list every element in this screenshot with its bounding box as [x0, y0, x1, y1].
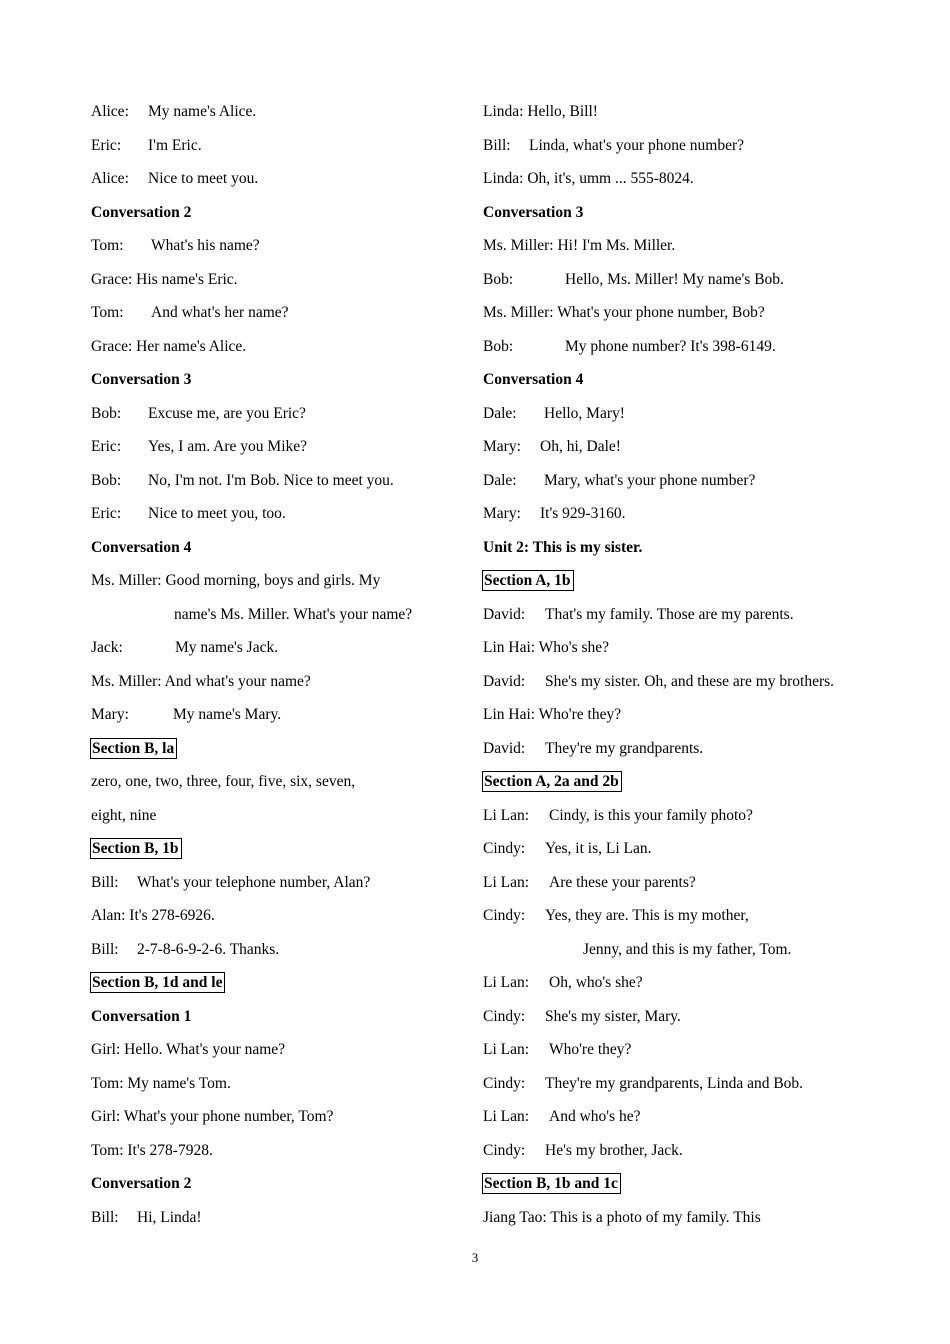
dialog-line — [483, 605, 794, 625]
dialog-line — [91, 940, 279, 960]
plain-text: Ms. Miller: Good morning, boys and girls. My — [91, 572, 381, 589]
plain-text: Ms. Miller: And what's your name? — [91, 672, 311, 690]
conversation-heading: Conversation 3 — [91, 371, 192, 388]
dialog-line — [91, 873, 370, 893]
plain-line — [483, 303, 765, 323]
speaker-label: Mary: — [91, 706, 129, 723]
conversation-heading: Conversation 2 — [91, 203, 192, 221]
plain-text: Tom: My name's Tom. — [91, 1074, 231, 1092]
plain-text: Grace: His name's Eric. — [91, 270, 238, 288]
speaker-label: Bill: — [91, 940, 119, 958]
page-number: 3 — [471, 1250, 479, 1265]
speaker-label: Bill: — [483, 136, 511, 154]
plain-line — [483, 169, 694, 189]
plain-text: Alan: It's 278-6926. — [91, 907, 215, 924]
speaker-label: Bob: — [91, 404, 122, 422]
speaker-label: Eric: — [91, 505, 122, 522]
dialog-text: It's 929-3160. — [540, 505, 626, 522]
dialog-line — [91, 705, 281, 725]
plain-text: Tom: It's 278-7928. — [91, 1141, 213, 1159]
speaker-label: Mary: — [483, 505, 521, 522]
dialog-text: They're my grandparents, Linda and Bob. — [545, 1074, 804, 1092]
section-label: Section B, 1b and 1c — [482, 1173, 621, 1194]
dialog-line — [483, 1040, 631, 1060]
conversation-heading: Conversation 4 — [483, 371, 584, 388]
speaker-label: Bill: — [91, 873, 119, 891]
heading-line — [91, 203, 191, 223]
continuation-text: name's Ms. Miller. What's your name? — [174, 605, 413, 623]
dialog-line — [483, 906, 749, 926]
dialog-line — [483, 1007, 681, 1027]
dialog-text: Nice to meet you, too. — [148, 505, 286, 522]
speaker-label: Tom: — [91, 304, 124, 321]
conversation-heading: Conversation 4 — [91, 538, 192, 556]
dialog-text: Yes, they are. This is my mother, — [545, 907, 749, 924]
section-line — [91, 739, 177, 759]
dialog-text: No, I'm not. I'm Bob. Nice to meet you. — [148, 471, 394, 489]
cont-line — [91, 605, 412, 625]
dialog-text: And what's her name? — [151, 304, 289, 321]
speaker-label: Eric: — [91, 438, 122, 455]
plain-text: Linda: Oh, it's, umm ... 555-8024. — [483, 170, 694, 187]
dialog-line — [483, 471, 755, 491]
speaker-label: David: — [483, 739, 526, 757]
speaker-label: Jack: — [91, 639, 123, 656]
plain-text: Lin Hai: Who're they? — [483, 706, 622, 723]
dialog-text: She's my sister, Mary. — [545, 1007, 681, 1025]
dialog-line — [483, 806, 753, 826]
speaker-label: Cindy: — [483, 840, 526, 857]
conversation-heading: Conversation 2 — [91, 1175, 192, 1192]
plain-text: Ms. Miller: Hi! I'm Ms. Miller. — [483, 237, 676, 254]
plain-line — [91, 906, 215, 926]
dialog-text: That's my family. Those are my parents. — [545, 605, 794, 623]
dialog-text: Mary, what's your phone number? — [544, 471, 756, 489]
plain-line — [483, 1208, 761, 1228]
section-label: Section B, 1d and le — [90, 972, 225, 993]
plain-line — [483, 705, 621, 725]
dialog-text: What's your telephone number, Alan? — [137, 873, 371, 891]
dialog-line — [91, 504, 286, 524]
dialog-line — [483, 839, 652, 859]
speaker-label: Li Lan: — [483, 974, 530, 991]
plain-line — [483, 638, 609, 658]
speaker-label: Bob: — [91, 471, 122, 489]
heading-line — [483, 203, 583, 223]
dialog-text: My name's Mary. — [173, 706, 282, 723]
dialog-line — [91, 303, 289, 323]
conversation-heading: Conversation 3 — [483, 203, 584, 221]
plain-line — [91, 270, 238, 290]
dialog-line — [483, 973, 643, 993]
plain-line — [91, 1107, 333, 1127]
section-line — [483, 1174, 621, 1194]
dialog-line — [483, 437, 621, 457]
dialog-text: Hello, Ms. Miller! My name's Bob. — [565, 270, 784, 288]
section-label: Section A, 1b — [482, 570, 574, 591]
dialog-text: What's his name? — [151, 237, 260, 254]
dialog-line — [483, 739, 703, 759]
dialog-text: 2-7-8-6-9-2-6. Thanks. — [137, 940, 280, 958]
plain-line — [91, 672, 311, 692]
dialog-text: Who're they? — [549, 1041, 632, 1058]
speaker-label: Bob: — [483, 270, 514, 288]
dialog-text: They're my grandparents. — [545, 739, 704, 757]
speaker-label: Bob: — [483, 337, 514, 355]
continuation-text: Jenny, and this is my father, Tom. — [583, 940, 792, 958]
plain-text: Jiang Tao: This is a photo of my family. This — [483, 1208, 761, 1226]
dialog-line — [483, 270, 784, 290]
dialog-line — [91, 1208, 202, 1228]
plain-text: Girl: Hello. What's your name? — [91, 1041, 286, 1058]
plain-text: Girl: What's your phone number, Tom? — [91, 1108, 334, 1125]
section-line — [483, 772, 622, 792]
plain-line — [483, 236, 675, 256]
speaker-label: Eric: — [91, 136, 122, 154]
dialog-text: I'm Eric. — [148, 136, 202, 154]
plain-line — [91, 1040, 285, 1060]
speaker-label: Dale: — [483, 404, 517, 422]
dialog-text: She's my sister. Oh, and these are my brothers. — [545, 672, 835, 690]
plain-line — [91, 1141, 213, 1161]
plain-line — [483, 102, 598, 122]
section-label: Section A, 2a and 2b — [482, 771, 622, 792]
speaker-label: Li Lan: — [483, 873, 530, 891]
plain-text: Linda: Hello, Bill! — [483, 103, 598, 120]
plain-line — [91, 571, 380, 591]
speaker-label: Li Lan: — [483, 806, 530, 824]
speaker-label: Alice: — [91, 170, 129, 187]
speaker-label: Cindy: — [483, 1007, 526, 1025]
dialog-line — [483, 136, 744, 156]
heading-line — [91, 1174, 191, 1194]
heading-line — [91, 370, 191, 390]
section-line — [91, 839, 182, 859]
speaker-label: Alice: — [91, 103, 129, 120]
dialog-line — [483, 1141, 683, 1161]
plain-text: eight, nine — [91, 806, 157, 824]
section-label: Section B, la — [90, 738, 177, 759]
dialog-text: Cindy, is this your family photo? — [549, 806, 753, 824]
dialog-line — [483, 1074, 803, 1094]
speaker-label: Cindy: — [483, 1141, 526, 1159]
speaker-label: Cindy: — [483, 907, 526, 924]
dialog-text: Excuse me, are you Eric? — [148, 404, 306, 422]
dialog-line — [483, 404, 625, 424]
dialog-line — [483, 504, 625, 524]
dialog-line — [91, 102, 256, 122]
dialog-line — [483, 873, 696, 893]
speaker-label: Bill: — [91, 1208, 119, 1226]
dialog-text: Oh, hi, Dale! — [540, 438, 621, 455]
plain-text: Grace: Her name's Alice. — [91, 337, 247, 355]
dialog-text: Linda, what's your phone number? — [529, 136, 745, 154]
speaker-label: David: — [483, 672, 526, 690]
dialog-line — [91, 471, 394, 491]
plain-line — [91, 337, 246, 357]
section-line — [483, 571, 574, 591]
dialog-text: My name's Jack. — [175, 639, 279, 656]
heading-line — [483, 538, 642, 558]
speaker-label: Tom: — [91, 237, 124, 254]
heading-line — [91, 538, 191, 558]
dialog-line — [483, 337, 776, 357]
dialog-line — [483, 1107, 640, 1127]
speaker-label: Dale: — [483, 471, 517, 489]
dialog-line — [91, 437, 307, 457]
section-label: Section B, 1b — [90, 838, 182, 859]
cont-line — [483, 940, 791, 960]
dialog-text: Yes, I am. Are you Mike? — [148, 438, 308, 455]
speaker-label: Mary: — [483, 438, 521, 455]
dialog-line — [91, 236, 260, 256]
plain-line — [91, 772, 355, 792]
dialog-text: Oh, who's she? — [549, 974, 643, 991]
dialog-text: My phone number? It's 398-6149. — [565, 337, 776, 355]
plain-text: Lin Hai: Who's she? — [483, 639, 610, 656]
dialog-text: Are these your parents? — [549, 873, 696, 891]
dialog-line — [91, 638, 278, 658]
section-line — [91, 973, 225, 993]
dialog-line — [483, 672, 834, 692]
dialog-text: Nice to meet you. — [148, 170, 259, 187]
dialog-line — [91, 404, 306, 424]
dialog-text: And who's he? — [549, 1108, 641, 1125]
plain-text: zero, one, two, three, four, five, six, seven, — [91, 773, 356, 790]
dialog-text: Hello, Mary! — [544, 404, 625, 422]
heading-line — [91, 1007, 191, 1027]
dialog-line — [91, 136, 202, 156]
speaker-label: David: — [483, 605, 526, 623]
dialog-text: He's my brother, Jack. — [545, 1141, 683, 1159]
dialog-text: My name's Alice. — [148, 103, 257, 120]
plain-text: Ms. Miller: What's your phone number, Bob? — [483, 304, 765, 321]
speaker-label: Cindy: — [483, 1074, 526, 1092]
plain-line — [91, 1074, 231, 1094]
dialog-text: Yes, it is, Li Lan. — [545, 840, 652, 857]
dialog-line — [91, 169, 258, 189]
conversation-heading: Conversation 1 — [91, 1007, 192, 1025]
plain-line — [91, 806, 156, 826]
speaker-label: Li Lan: — [483, 1108, 530, 1125]
heading-line — [483, 370, 583, 390]
dialog-text: Hi, Linda! — [137, 1208, 202, 1226]
speaker-label: Li Lan: — [483, 1041, 530, 1058]
conversation-heading: Unit 2: This is my sister. — [483, 538, 643, 556]
